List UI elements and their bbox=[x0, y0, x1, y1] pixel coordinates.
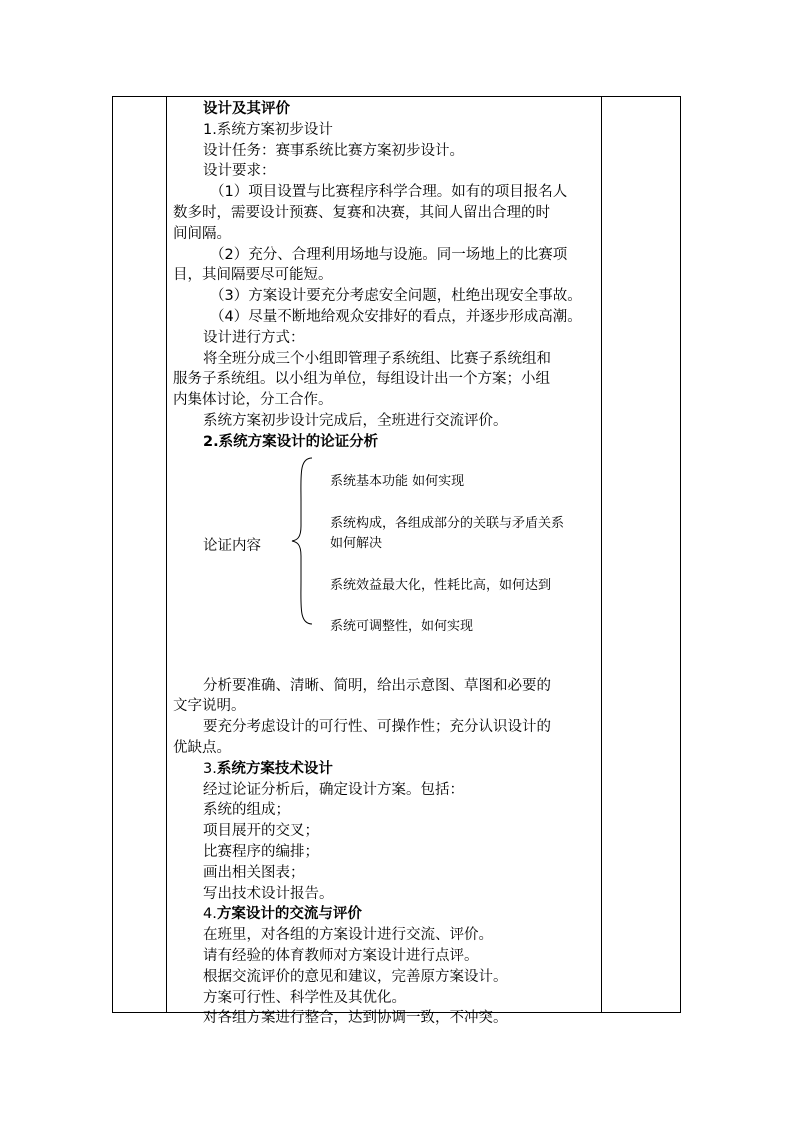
argument-diagram bbox=[173, 456, 603, 662]
s2-heading: 2.系统方案设计的论证分析 bbox=[203, 433, 379, 450]
s1-method-line: 服务子系统组。以小组为单位，每组设计出一个方案；小组 bbox=[173, 371, 550, 388]
s2-note-line: 要充分考虑设计的可行性、可操作性；充分认识设计的 bbox=[203, 719, 551, 736]
s1-method-line: 系统方案初步设计完成后，全班进行交流评价。 bbox=[203, 412, 508, 429]
s4-item: 根据交流评价的意见和建议，完善原方案设计。 bbox=[203, 968, 508, 985]
lesson-table bbox=[112, 96, 681, 1027]
s3-intro: 经过论证分析后，确定设计方案。包括： bbox=[203, 781, 464, 798]
s2-note-line: 优缺点。 bbox=[173, 739, 231, 756]
s1-req4: （4）尽量不断地给观众安排好的看点，并逐步形成高潮。 bbox=[210, 308, 582, 325]
diagram-label: 论证内容 bbox=[203, 537, 261, 554]
column-divider-left bbox=[166, 97, 167, 1012]
s1-req-title: 设计要求： bbox=[203, 163, 276, 180]
diagram-item: 系统可调整性，如何实现 bbox=[330, 618, 474, 634]
s1-req2-line: （2）充分、合理利用场地与设施。同一场地上的比赛项 bbox=[210, 246, 568, 263]
s1-task: 设计任务：赛事系统比赛方案初步设计。 bbox=[203, 142, 464, 159]
s1-method-line: 将全班分成三个小组即管理子系统组、比赛子系统组和 bbox=[203, 350, 551, 367]
s1-heading: 1.系统方案初步设计 bbox=[203, 121, 333, 138]
s3-item: 系统的组成； bbox=[203, 802, 290, 819]
diagram-item: 系统构成，各组成部分的关联与矛盾关系 bbox=[330, 515, 565, 531]
s4-heading-num: 4. bbox=[203, 906, 217, 923]
diagram-item: 系统基本功能 如何实现 bbox=[330, 473, 465, 489]
s1-req1-line: 间间隔。 bbox=[173, 225, 231, 242]
s1-method-title: 设计进行方式： bbox=[203, 329, 305, 346]
s1-req1-line: 数多时，需要设计预赛、复赛和决赛，其间人留出合理的时 bbox=[173, 204, 550, 221]
s4-item: 在班里，对各组的方案设计进行交流、评价。 bbox=[203, 927, 493, 944]
s4-item: 对各组方案进行整合，达到协调一致，不冲突。 bbox=[203, 1010, 508, 1027]
s3-item: 画出相关图表； bbox=[203, 864, 305, 881]
s3-item: 项目展开的交叉； bbox=[203, 823, 319, 840]
s3-heading-num: 3. bbox=[203, 760, 217, 777]
diagram-item: 系统效益最大化，性耗比高，如何达到 bbox=[330, 577, 552, 593]
s4-item: 方案可行性、科学性及其优化。 bbox=[203, 989, 406, 1006]
section-title: 设计及其评价 bbox=[203, 101, 290, 117]
s1-req1-line: （1）项目设置与比赛程序科学合理。如有的项目报名人 bbox=[210, 184, 568, 201]
s3-item: 比赛程序的编排； bbox=[203, 843, 319, 860]
curly-brace-icon bbox=[291, 456, 315, 626]
s1-req3: （3）方案设计要充分考虑安全问题，杜绝出现安全事故。 bbox=[210, 288, 582, 305]
s3-item: 写出技术设计报告。 bbox=[203, 885, 334, 902]
s1-req2-line: 目，其间隔要尽可能短。 bbox=[173, 267, 333, 284]
s4-heading-text: 方案设计的交流与评价 bbox=[216, 906, 362, 923]
s4-heading bbox=[173, 904, 603, 925]
s2-note-line: 文字说明。 bbox=[173, 698, 246, 715]
s3-heading-text: 系统方案技术设计 bbox=[216, 760, 333, 777]
s1-method-line: 内集体讨论，分工合作。 bbox=[173, 392, 333, 409]
s3-heading bbox=[173, 759, 603, 780]
diagram-item: 如何解决 bbox=[330, 535, 383, 551]
content-cell bbox=[173, 99, 603, 1029]
s2-note-line: 分析要准确、清晰、简明，给出示意图、草图和必要的 bbox=[203, 677, 551, 694]
s4-item: 请有经验的体育教师对方案设计进行点评。 bbox=[203, 947, 479, 964]
